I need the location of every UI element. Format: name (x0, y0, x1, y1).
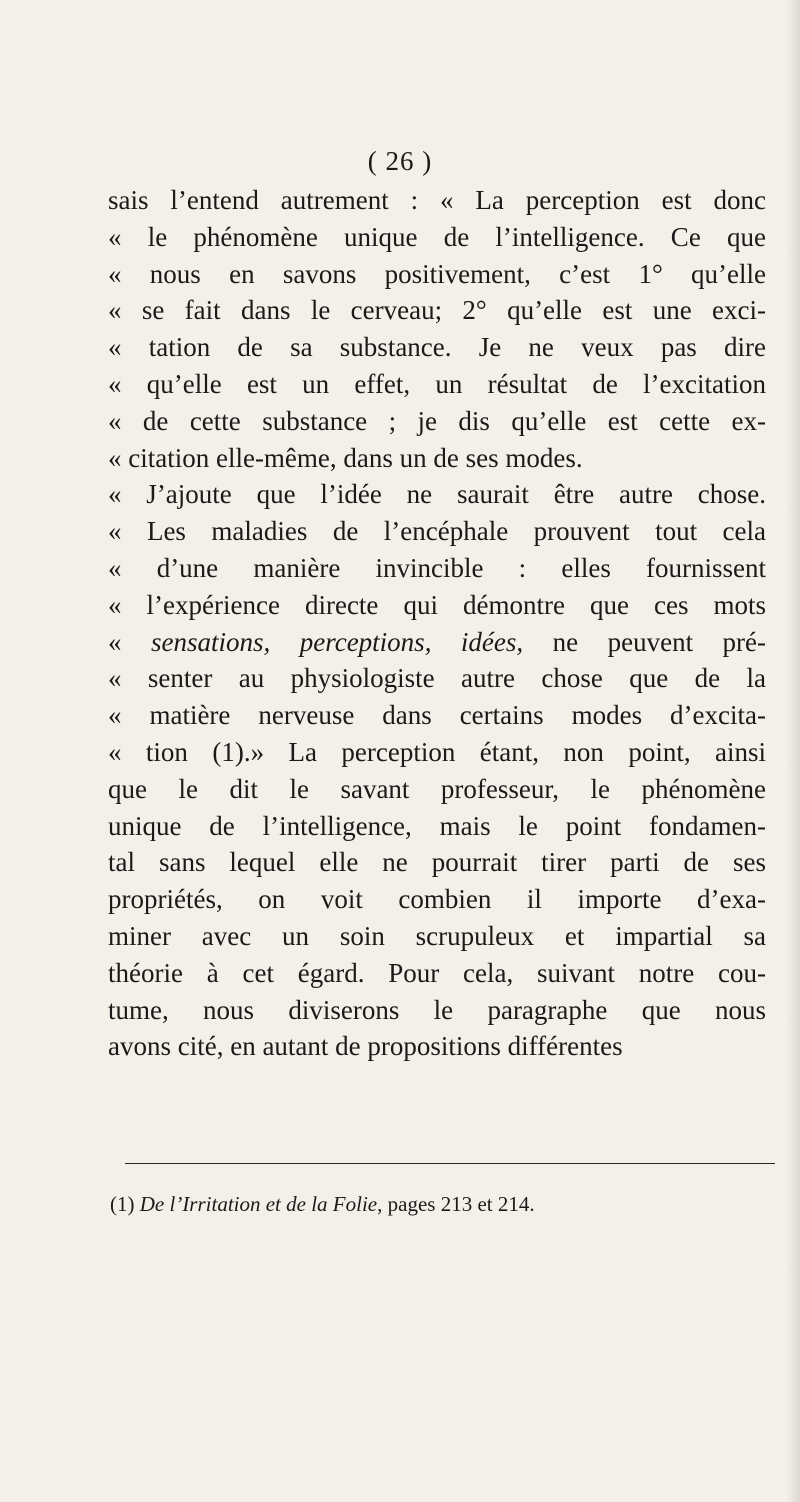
quote-mark: « (108, 626, 122, 657)
text-line-20: propriétés, on voit combien il importe d’exa- (108, 884, 766, 915)
text-line-8: « citation elle-même, dans un de ses modes. (108, 442, 583, 473)
text-line-22: théorie à cet égard. Pour cela, suivant notre cou- (108, 957, 766, 988)
text-line-10: « Les maladies de l’encéphale prouvent tout cela (108, 516, 766, 547)
footnote (110, 1192, 535, 1217)
text-line-14: « senter au physiologiste autre chose que de la (108, 663, 766, 694)
text-line-21: miner avec un soin scrupuleux et impartial sa (108, 920, 766, 951)
text-line-24: avons cité, en autant de propositions différentes (108, 1031, 623, 1062)
text-line-4: « se fait dans le cerveau; 2° qu’elle est une exci- (108, 295, 766, 326)
text-line-18: unique de l’intelligence, mais le point fondamen- (108, 810, 766, 841)
text-line-11: « d’une manière invincible : elles fournissent (108, 552, 766, 583)
page-number: ( 26 ) (367, 146, 433, 176)
text-line-5: « tation de sa substance. Je ne veux pas dire (108, 332, 766, 363)
text-line-3: « nous en savons positivement, c’est 1° qu’elle (108, 258, 766, 289)
text-line-7: « de cette substance ; je dis qu’elle est cette ex- (108, 405, 766, 436)
text-line-16: « tion (1).» La perception étant, non point, ainsi (108, 736, 766, 767)
text-line-9: « J’ajoute que l’idée ne saurait être autre chose. (108, 479, 766, 510)
text-line-1: sais l’entend autrement : « La perception est donc (108, 185, 766, 215)
italic-terms: sensations, perceptions, idées, (150, 626, 524, 657)
text-line-19: tal sans lequel elle ne pourrait tirer parti de ses (108, 847, 766, 878)
body-text (108, 182, 766, 1065)
text-line-12: « l’expérience directe qui démontre que ces mots (108, 589, 766, 620)
text-line-6: « qu’elle est un effet, un résultat de l’excitation (108, 368, 766, 399)
line-13-rest: ne peuvent pré- (523, 626, 767, 657)
footnote-marker: (1) (110, 1192, 140, 1216)
footnote-title: De l’Irritation et de la Folie (139, 1192, 378, 1216)
text-line-23: tume, nous diviserons le paragraphe que nous (108, 994, 766, 1025)
text-line-15: « matière nerveuse dans certains modes d’excita- (108, 700, 766, 731)
footnote-rest: , pages 213 et 214. (377, 1192, 535, 1216)
text-line-17: que le dit le savant professeur, le phénomène (108, 773, 766, 804)
page-edge-shadow (786, 0, 800, 1502)
text-line-13 (108, 624, 766, 661)
text-line-2: « le phénomène unique de l’intelligence. Ce que (108, 221, 766, 252)
footnote-rule (125, 1163, 775, 1164)
